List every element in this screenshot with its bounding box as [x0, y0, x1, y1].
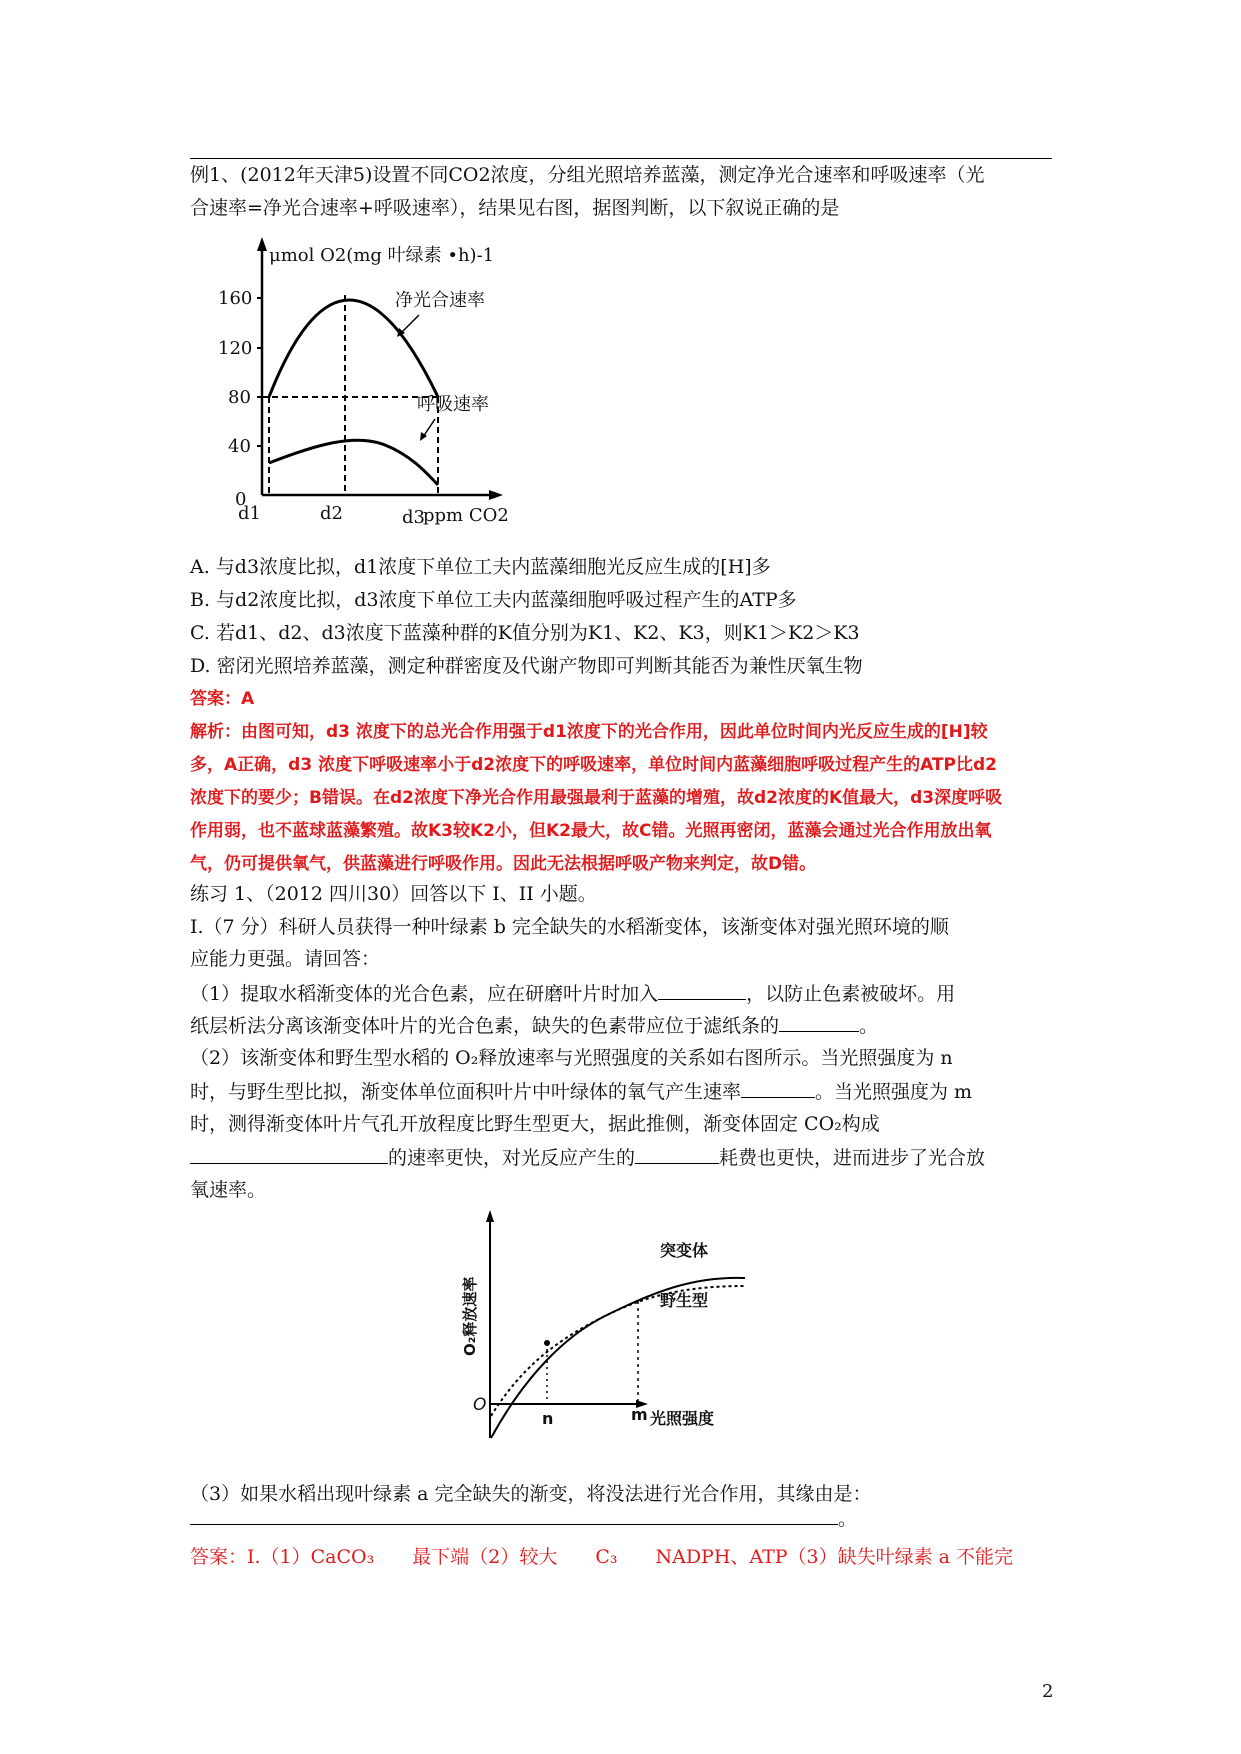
analysis-line-4: 作用弱，也不蓝球蓝藻繁殖。故K3较K2小，但K2最大，故C错。光照再密闭，蓝藻会通过光合作用放出氧: [190, 821, 992, 841]
q2-blank-2[interactable]: [190, 1145, 388, 1164]
respiration-curve: [269, 440, 438, 485]
x-axis-arrow: [489, 490, 503, 500]
x-tick-d2: d2: [320, 503, 343, 524]
q2-blank-3[interactable]: [635, 1145, 719, 1164]
y-axis-label: μmol O2(mg 叶绿素 •h)-1: [269, 245, 495, 266]
q2-line4: 的速率更快，对光反应产生的 耗费也更快，进而进步了光合放: [190, 1145, 985, 1170]
analysis-line-1: 解析：由图可知，d3 浓度下的总光合作用强于d1浓度下的光合作用，因此单位时间内光反应生成的[H]较: [190, 722, 988, 742]
q3-line1: （3）如果水稻出现叶绿素 a 完全缺失的渐变，将没法进行光合作用，其缘由是：: [190, 1483, 872, 1505]
net-photosynthesis-label: 净光合速率: [395, 290, 485, 311]
q1-blank-1[interactable]: [658, 981, 746, 1000]
y-tick-0: 0: [235, 489, 247, 510]
respiration-label: 呼吸速率: [417, 394, 489, 415]
analysis-line-3: 浓度下的要少；B错误。在d2浓度下净光合作用最强最利于蓝藻的增殖，故d2浓度的K值最大，d3深度呼吸: [190, 788, 1003, 808]
analysis-line-5: 气，仍可提供氧气，供蓝藻进行呼吸作用。因此无法根据呼吸产物来判定，故D错。: [190, 854, 817, 874]
example1-line2: 合速率=净光合速率+呼吸速率），结果见右图，据图判断，以下叙说正确的是: [190, 197, 840, 219]
y-tick-120: 120: [218, 338, 253, 359]
option-b: B. 与d2浓度比拟，d3浓度下单位工夫内蓝藻细胞呼吸过程产生的ATP多: [190, 589, 797, 611]
practice1-answer: 答案：I.（1）CaCO₃ 最下端（2）较大 C₃ NADPH、ATP（3）缺失叶绿素 a 不能完: [190, 1546, 1014, 1568]
part1-line2: 应能力更强。请回答：: [190, 948, 381, 970]
net-photosynthesis-curve: [269, 300, 438, 397]
q2-blank-1[interactable]: [741, 1079, 815, 1098]
x-axis-label: ppm CO2: [423, 505, 509, 526]
y-axis-label: O₂释放速率: [461, 1276, 479, 1356]
page-number: 2: [1042, 1681, 1054, 1702]
example1-line1: 例1、(2012年天津5)设置不同CO2浓度，分组光照培养蓝藻，测定净光合速率和呼吸速率（光: [190, 164, 985, 186]
x-axis-label: 光照强度: [650, 1409, 715, 1428]
y-tick-40: 40: [228, 436, 251, 457]
y-tick-160: 160: [218, 288, 253, 309]
option-a: A. 与d3浓度比拟，d1浓度下单位工夫内蓝藻细胞光反应生成的[H]多: [190, 556, 771, 578]
option-c: C. 若d1、d2、d3浓度下蓝藻种群的K值分别为K1、K2、K3，则K1＞K2＞K3: [190, 622, 860, 644]
x-tick-d3: d3: [402, 507, 425, 528]
q2-line2: 时，与野生型比拟，渐变体单位面积叶片中叶绿体的氧气产生速率 。当光照强度为 m: [190, 1081, 973, 1103]
q2-line3: 时，测得渐变体叶片气孔开放程度比野生型更大，据此推侧，渐变体固定 CO₂构成: [190, 1113, 880, 1135]
header-rule: [190, 158, 1052, 159]
q2-line1: （2）该渐变体和野生型水稻的 O₂释放速率与光照强度的关系如右图所示。当光照强度为 n: [190, 1047, 953, 1069]
y-axis-arrow: [486, 1210, 494, 1222]
q2-line5: 氧速率。: [190, 1179, 267, 1201]
example1-answer: 答案：A: [190, 689, 255, 709]
wild-type-label: 野生型: [660, 1291, 709, 1310]
q1-blank-2[interactable]: [779, 1013, 859, 1032]
co2-rate-chart: [205, 233, 595, 538]
q1-line1: （1）提取水稻渐变体的光合色素，应在研磨叶片时加入 ，以防止色素被破坏。用: [190, 983, 956, 1005]
mutant-label: 突变体: [660, 1241, 709, 1260]
option-d: D. 密闭光照培养蓝藻，测定种群密度及代谢产物即可判断其能否为兼性厌氧生物: [190, 655, 863, 677]
origin-label: O: [473, 1395, 487, 1415]
tick-n: n: [542, 1409, 554, 1428]
y-tick-80: 80: [228, 387, 251, 408]
q1-line2: 纸层析法分离该渐变体叶片的光合色素，缺失的色素带应位于滤纸条的 。: [190, 1015, 879, 1037]
q3-line2: 。: [190, 1506, 857, 1531]
light-o2-chart: [455, 1206, 775, 1446]
tick-m: m: [631, 1405, 648, 1424]
q3-blank[interactable]: [190, 1506, 838, 1525]
analysis-line-2: 多，A正确，d3 浓度下呼吸速率小于d2浓度下的呼吸速率，单位时间内蓝藻细胞呼吸过程产生的ATP比d2: [190, 755, 997, 775]
x-tick-d1: d1: [238, 503, 261, 524]
y-axis-arrow: [257, 237, 267, 251]
part1-line1: I.（7 分）科研人员获得一种叶绿素 b 完全缺失的水稻渐变体，该渐变体对强光照环境的顺: [190, 916, 949, 938]
practice1-title: 练习 1、（2012 四川30）回答以下 I、II 小题。: [190, 883, 597, 905]
